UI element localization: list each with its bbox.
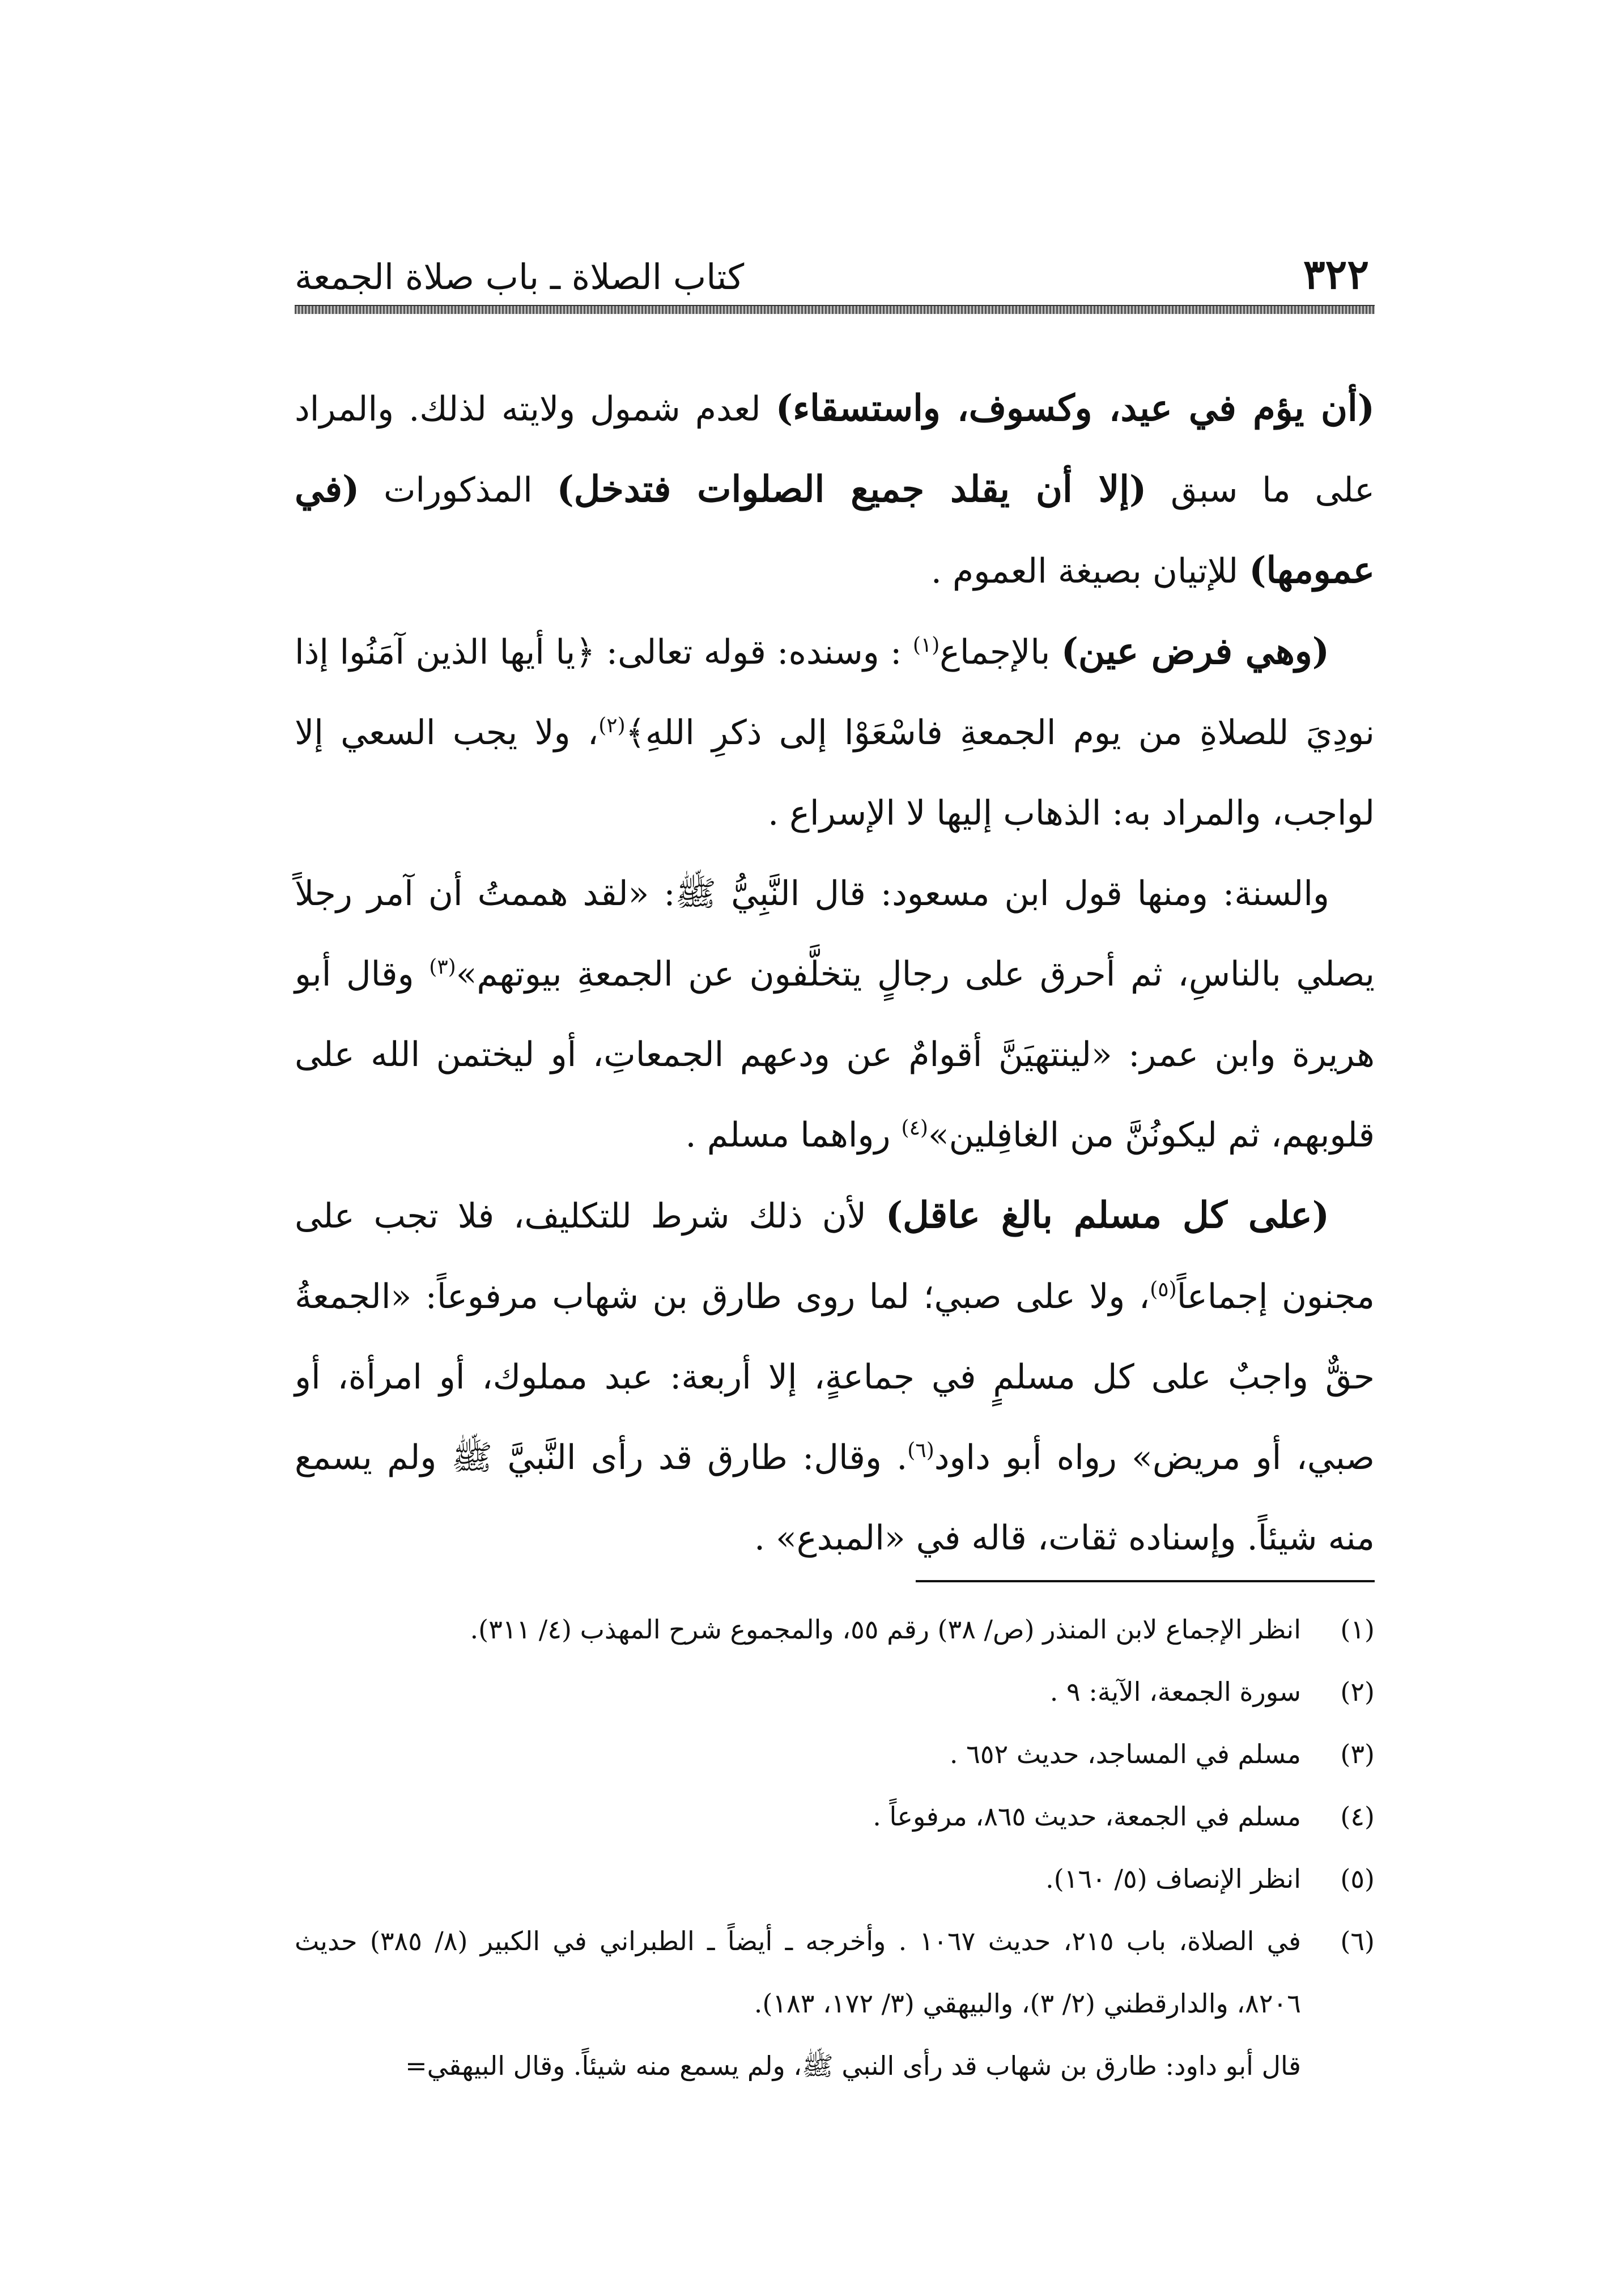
footnote-number: (٤) (1340, 1801, 1375, 1832)
footnote-number: (٦) (1340, 1926, 1375, 1956)
matn-text: (على كل مسلم بالغ عاقل) (885, 1194, 1329, 1237)
footnote-ref: (٣) (429, 956, 456, 979)
footnote-text: انظر الإنصاف (٥/ ١٦٠). (1045, 1863, 1301, 1894)
footnote-divider (916, 1580, 1375, 1582)
footnote-ref: (٥) (1150, 1278, 1177, 1301)
footnote-item (295, 1723, 1375, 1785)
paragraph-3 (295, 853, 1375, 1175)
footnote-ref: (١) (912, 634, 940, 657)
sharh-text: والسنة: ومنها قول ابن مسعود: قال النَّبِيُّ ﷺ: «لقد هممتُ أن آمر رجلاً يصلي بالناسِ، ثم أحرق على رجالٍ يتخلَّفون عن الجمعةِ بيوتهم» (295, 874, 1375, 994)
footnote-ref: (٢) (598, 714, 626, 737)
footnote-continuation: قال أبو داود: طارق بن شهاب قد رأى النبي ﷺ، ولم يسمع منه شيئاً. وقال البيهقي= (405, 2050, 1301, 2081)
footnote-ref: (٤) (901, 1116, 928, 1140)
sharh-text: للإتيان بصيغة العموم . (930, 551, 1249, 591)
footnote-ref: (٦) (907, 1439, 934, 1462)
sharh-text: لعدم شمول ولايته لذلك. والمراد على ما سبق (295, 389, 1375, 510)
footnote-number: (٢) (1340, 1676, 1375, 1707)
footnote-item (295, 1598, 1375, 1661)
footnote-text: مسلم في الجمعة، حديث ٨٦٥، مرفوعاً . (873, 1801, 1301, 1832)
footnote-text: في الصلاة، باب ٢١٥، حديث ١٠٦٧ . وأخرجه ـ أيضاً ـ الطبراني في الكبير (٨/ ٣٨٥) حديث ٨٢٠٦، والدارقطني (٢/ ٣)، والبيهقي (٣/ ١٧٢، ١٨٣). (295, 1926, 1302, 2019)
header-divider (295, 305, 1375, 314)
footnote-number: (٥) (1340, 1863, 1375, 1894)
footnote-item (295, 1785, 1375, 1848)
matn-text: (أن يؤم في عيد، وكسوف، واستسقاء) (775, 387, 1375, 430)
sharh-text: ، ولا على صبي؛ لما روى طارق بن شهاب مرفوعاً: «الجمعةُ حقٌّ واجبٌ على كل مسلمٍ في جماعةٍ، إلا أربعة: عبد مملوك، أو امرأة، أو صبي، أو مريض» رواه أبو داود (295, 1277, 1375, 1477)
sharh-text: رواهما مسلم . (685, 1115, 902, 1155)
sharh-text: وقال أبو هريرة وابن عمر: «لينتهيَنَّ أقوامٌ عن ودعهم الجمعاتِ، أو ليختمن الله على قلوبهم، ثم ليكونُنَّ من الغافِلين» (295, 954, 1375, 1155)
page-number: ٣٢٢ (1303, 250, 1369, 298)
matn-text: (وهي فرض عين) (1061, 630, 1330, 673)
sharh-text: : وسنده: قوله تعالى: ﴿يا أيها الذين آمَنُوا إذا نودِيَ للصلاةِ من يوم الجمعةِ فاسْعَوْا إلى ذكرِ اللهِ﴾ (295, 632, 1375, 753)
footnote-item (295, 1848, 1375, 1910)
matn-text: (في عمومها) (295, 468, 1375, 592)
main-text (295, 368, 1375, 1578)
footnote-number: (٣) (1340, 1739, 1375, 1769)
sharh-text: . وقال: طارق قد رأى النَّبيَّ ﷺ ولم يسمع منه شيئاً. وإسناده ثقات، قاله في «المبدع» . (295, 1438, 1375, 1558)
footnote-number: (١) (1340, 1614, 1375, 1645)
footnotes (295, 1598, 1375, 2097)
paragraph-1 (295, 368, 1375, 612)
sharh-text: بالإجماع (939, 632, 1061, 672)
footnote-item (295, 1661, 1375, 1723)
matn-text: (إلا أن يقلد جميع الصلوات فتدخل) (556, 468, 1147, 511)
footnote-item (295, 1910, 1375, 2035)
page-header (295, 238, 1369, 298)
sharh-text: المذكورات (359, 470, 557, 510)
sharh-text: ، ولا يجب السعي إلا لواجب، والمراد به: الذهاب إليها لا الإسراع . (295, 713, 1375, 833)
running-title: كتاب الصلاة ـ باب صلاة الجمعة (295, 256, 745, 298)
footnote-text: مسلم في المساجد، حديث ٦٥٢ . (949, 1739, 1301, 1769)
paragraph-2 (295, 612, 1375, 853)
sharh-text: لأن ذلك شرط للتكليف، فلا تجب على مجنون إجماعاً (295, 1196, 1375, 1317)
footnote-text: انظر الإجماع لابن المنذر (ص/ ٣٨) رقم ٥٥، والمجموع شرح المهذب (٤/ ٣١١). (470, 1614, 1301, 1645)
footnote-text: سورة الجمعة، الآية: ٩ . (1049, 1676, 1301, 1707)
paragraph-4 (295, 1175, 1375, 1578)
